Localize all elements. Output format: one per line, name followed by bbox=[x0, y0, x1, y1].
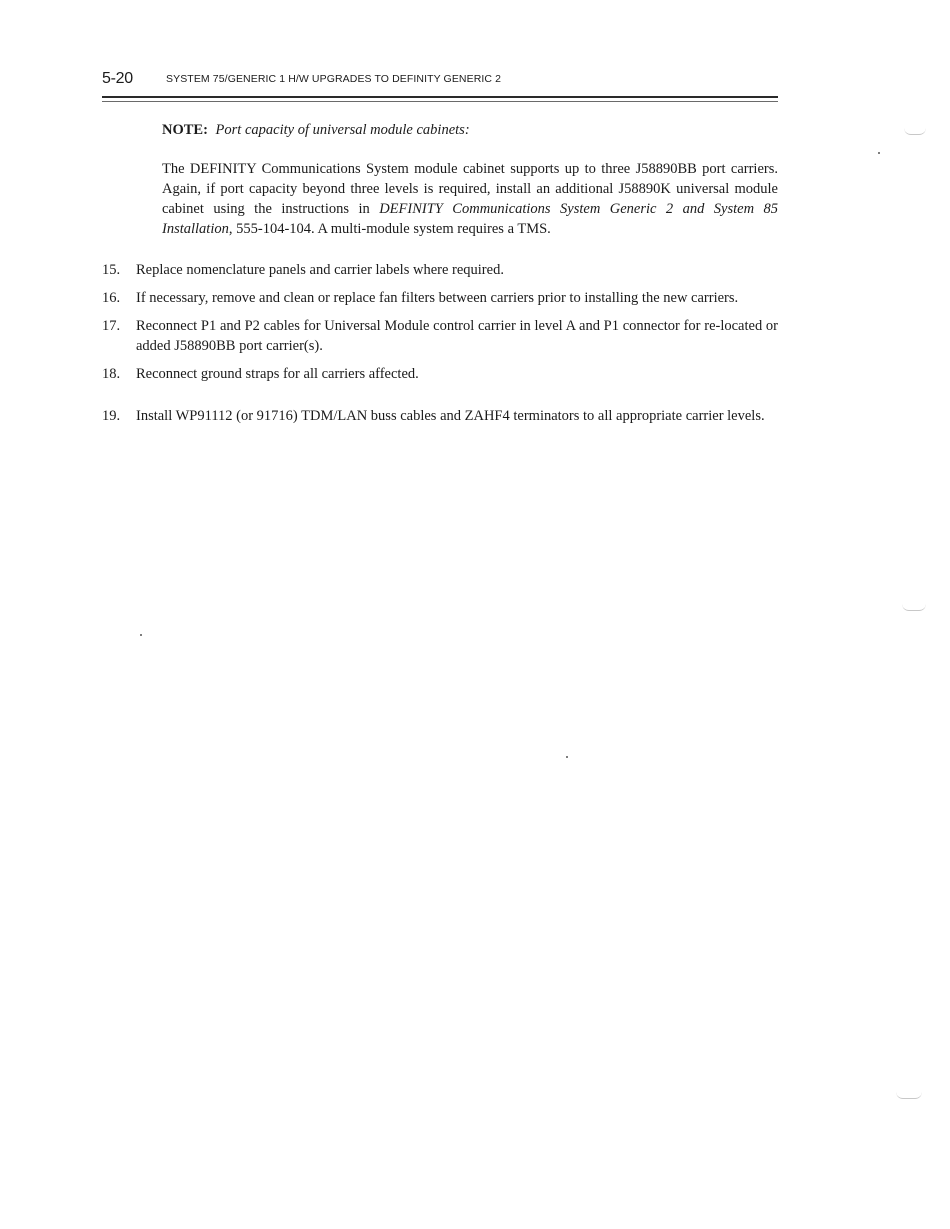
step-number: 17. bbox=[102, 318, 121, 334]
note-label: NOTE: bbox=[162, 122, 208, 138]
note-heading bbox=[162, 122, 778, 139]
header-rule-thick bbox=[102, 96, 778, 98]
step-18 bbox=[102, 364, 778, 384]
note-block bbox=[162, 122, 778, 239]
step-text: Install WP91112 (or 91716) TDM/LAN buss cables and ZAHF4 terminators to all appropriate carrier levels. bbox=[136, 408, 765, 424]
running-title: SYSTEM 75/GENERIC 1 H/W UPGRADES TO DEFINITY GENERIC 2 bbox=[166, 73, 502, 85]
step-number: 18. bbox=[102, 366, 121, 382]
note-caption: Port capacity of universal module cabinets: bbox=[215, 122, 470, 138]
step-15 bbox=[102, 260, 778, 280]
step-text: If necessary, remove and clean or replace fan filters between carriers prior to installing the new carriers. bbox=[136, 290, 739, 306]
note-body bbox=[162, 159, 778, 239]
step-number: 16. bbox=[102, 290, 121, 306]
note-body-text-1: The DEFINITY Communications System module cabinet supports up to three J58890BB port carriers. Again, if port capacity beyond three levels is required, install an additional J58890K universal module cabinet using the instructions in bbox=[162, 161, 778, 217]
scan-artifact-mark bbox=[896, 1092, 922, 1099]
header-rule-thin bbox=[102, 101, 778, 102]
step-17 bbox=[102, 316, 778, 356]
scan-artifact-mark bbox=[904, 128, 926, 135]
step-16 bbox=[102, 288, 778, 308]
note-reference-title: DEFINITY Communications System Generic 2 and System 85 Installation bbox=[162, 201, 778, 237]
step-text: Reconnect ground straps for all carriers affected. bbox=[136, 366, 419, 382]
step-text: Replace nomenclature panels and carrier labels where required. bbox=[136, 262, 504, 278]
scan-artifact-speck bbox=[140, 634, 142, 636]
procedure-steps bbox=[102, 260, 778, 426]
scan-artifact-speck bbox=[566, 756, 568, 758]
page-number: 5-20 bbox=[102, 70, 133, 87]
scan-artifact-mark bbox=[902, 604, 926, 611]
step-text: Reconnect P1 and P2 cables for Universal Module control carrier in level A and P1 connector for re-located or added J58890BB port carrier(s). bbox=[136, 318, 778, 354]
step-number: 15. bbox=[102, 262, 121, 278]
scan-artifact-speck bbox=[878, 152, 880, 154]
page-header bbox=[102, 70, 780, 92]
note-body-text-2: , 555-104-104. A multi-module system requires a TMS. bbox=[228, 221, 551, 237]
step-19 bbox=[102, 406, 778, 426]
step-number: 19. bbox=[102, 408, 121, 424]
